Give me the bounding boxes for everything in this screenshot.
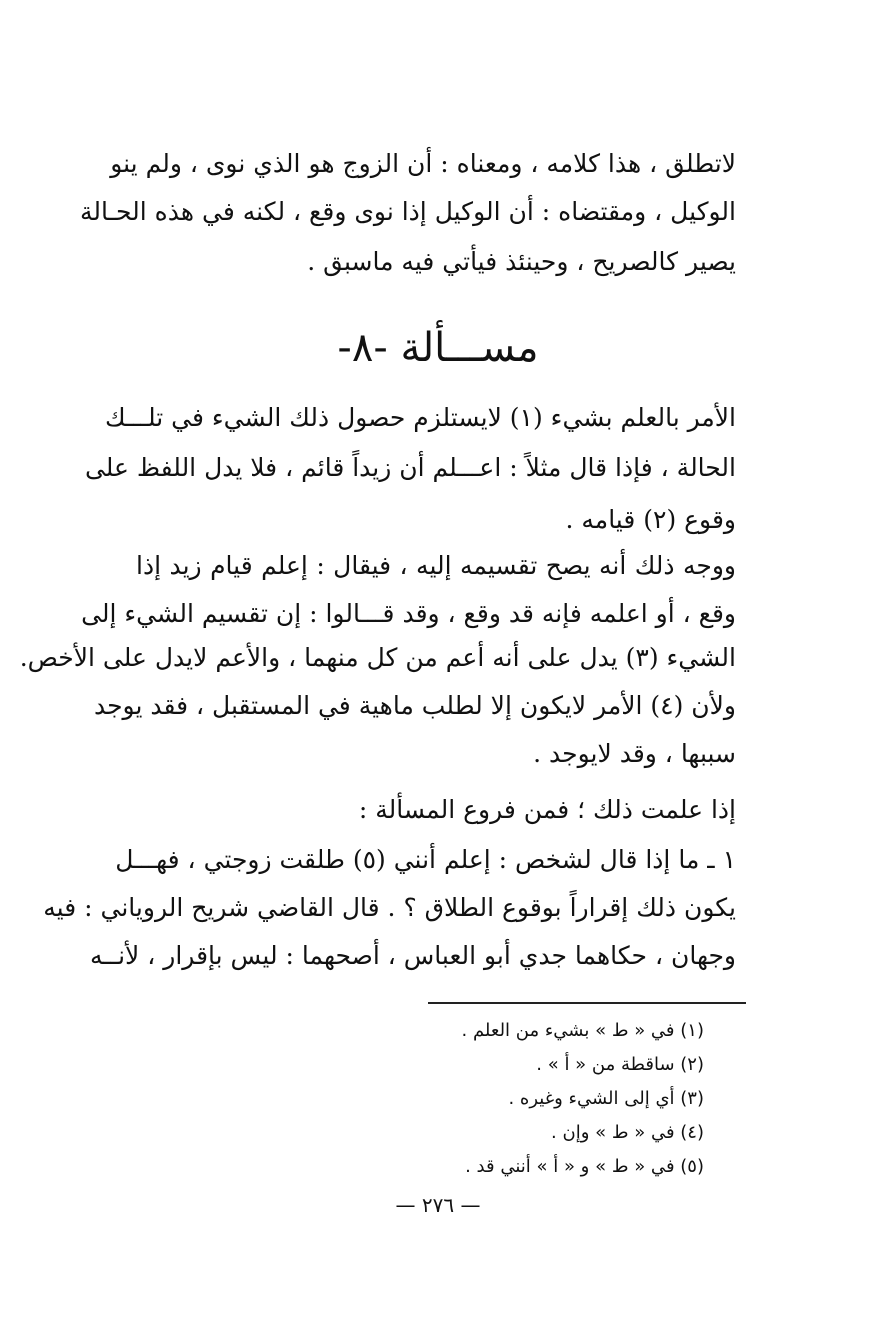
footnote: (٥) في « ط » و « أ » أنني قد . — [465, 1156, 704, 1177]
text-line: الأمر بالعلم بشيء (١) لايستلزم حصول ذلك الشيء في تلـــك — [104, 403, 736, 432]
footnote: (١) في « ط » بشيء من العلم . — [461, 1020, 704, 1041]
text-line: لاتطلق ، هذا كلامه ، ومعناه : أن الزوج هو الذي نوى ، ولم ينو — [110, 149, 736, 178]
footnote: (٣) أي إلى الشيء وغيره . — [508, 1088, 704, 1109]
text-line: ووجه ذلك أنه يصح تقسيمه إليه ، فيقال : إعلم قيام زيد إذا — [136, 551, 736, 580]
section-heading: مســـألة -٨- — [337, 325, 539, 371]
text-line: الشيء (٣) يدل على أنه أعم من كل منهما ، والأعم لايدل على الأخص. — [19, 643, 736, 672]
footnote: (٢) ساقطة من « أ » . — [536, 1054, 704, 1075]
footnote: (٤) في « ط » وإن . — [551, 1122, 704, 1143]
page-number: — ٢٧٦ — — [395, 1193, 481, 1217]
text-line: وقع ، أو اعلمه فإنه قد وقع ، وقد قـــالوا : إن تقسيم الشيء إلى — [81, 599, 736, 628]
text-line: إذا علمت ذلك ؛ فمن فروع المسألة : — [358, 795, 736, 824]
text-line: يكون ذلك إقراراً بوقوع الطلاق ؟ . قال القاضي شريح الروياني : فيه — [43, 893, 736, 922]
text-line: الوكيل ، ومقتضاه : أن الوكيل إذا نوى وقع ، لكنه في هذه الحـالة — [80, 197, 736, 226]
text-line: الحالة ، فإذا قال مثلاً : اعـــلم أن زيداً قائم ، فلا يدل اللفظ على — [84, 453, 736, 482]
text-line: وقوع (٢) قيامه . — [565, 505, 736, 534]
text-line: ولأن (٤) الأمر لايكون إلا لطلب ماهية في المستقبل ، فقد يوجد — [93, 691, 736, 720]
text-line: سببها ، وقد لايوجد . — [533, 739, 736, 768]
text-line: يصير كالصريح ، وحينئذ فيأتي فيه ماسبق . — [307, 247, 736, 276]
text-line: وجهان ، حكاهما جدي أبو العباس ، أصحهما : ليس بإقرار ، لأنــه — [90, 941, 736, 970]
text-line: ١ ـ ما إذا قال لشخص : إعلم أنني (٥) طلقت زوجتي ، فهـــل — [115, 845, 736, 874]
footnote-separator — [428, 1002, 746, 1004]
